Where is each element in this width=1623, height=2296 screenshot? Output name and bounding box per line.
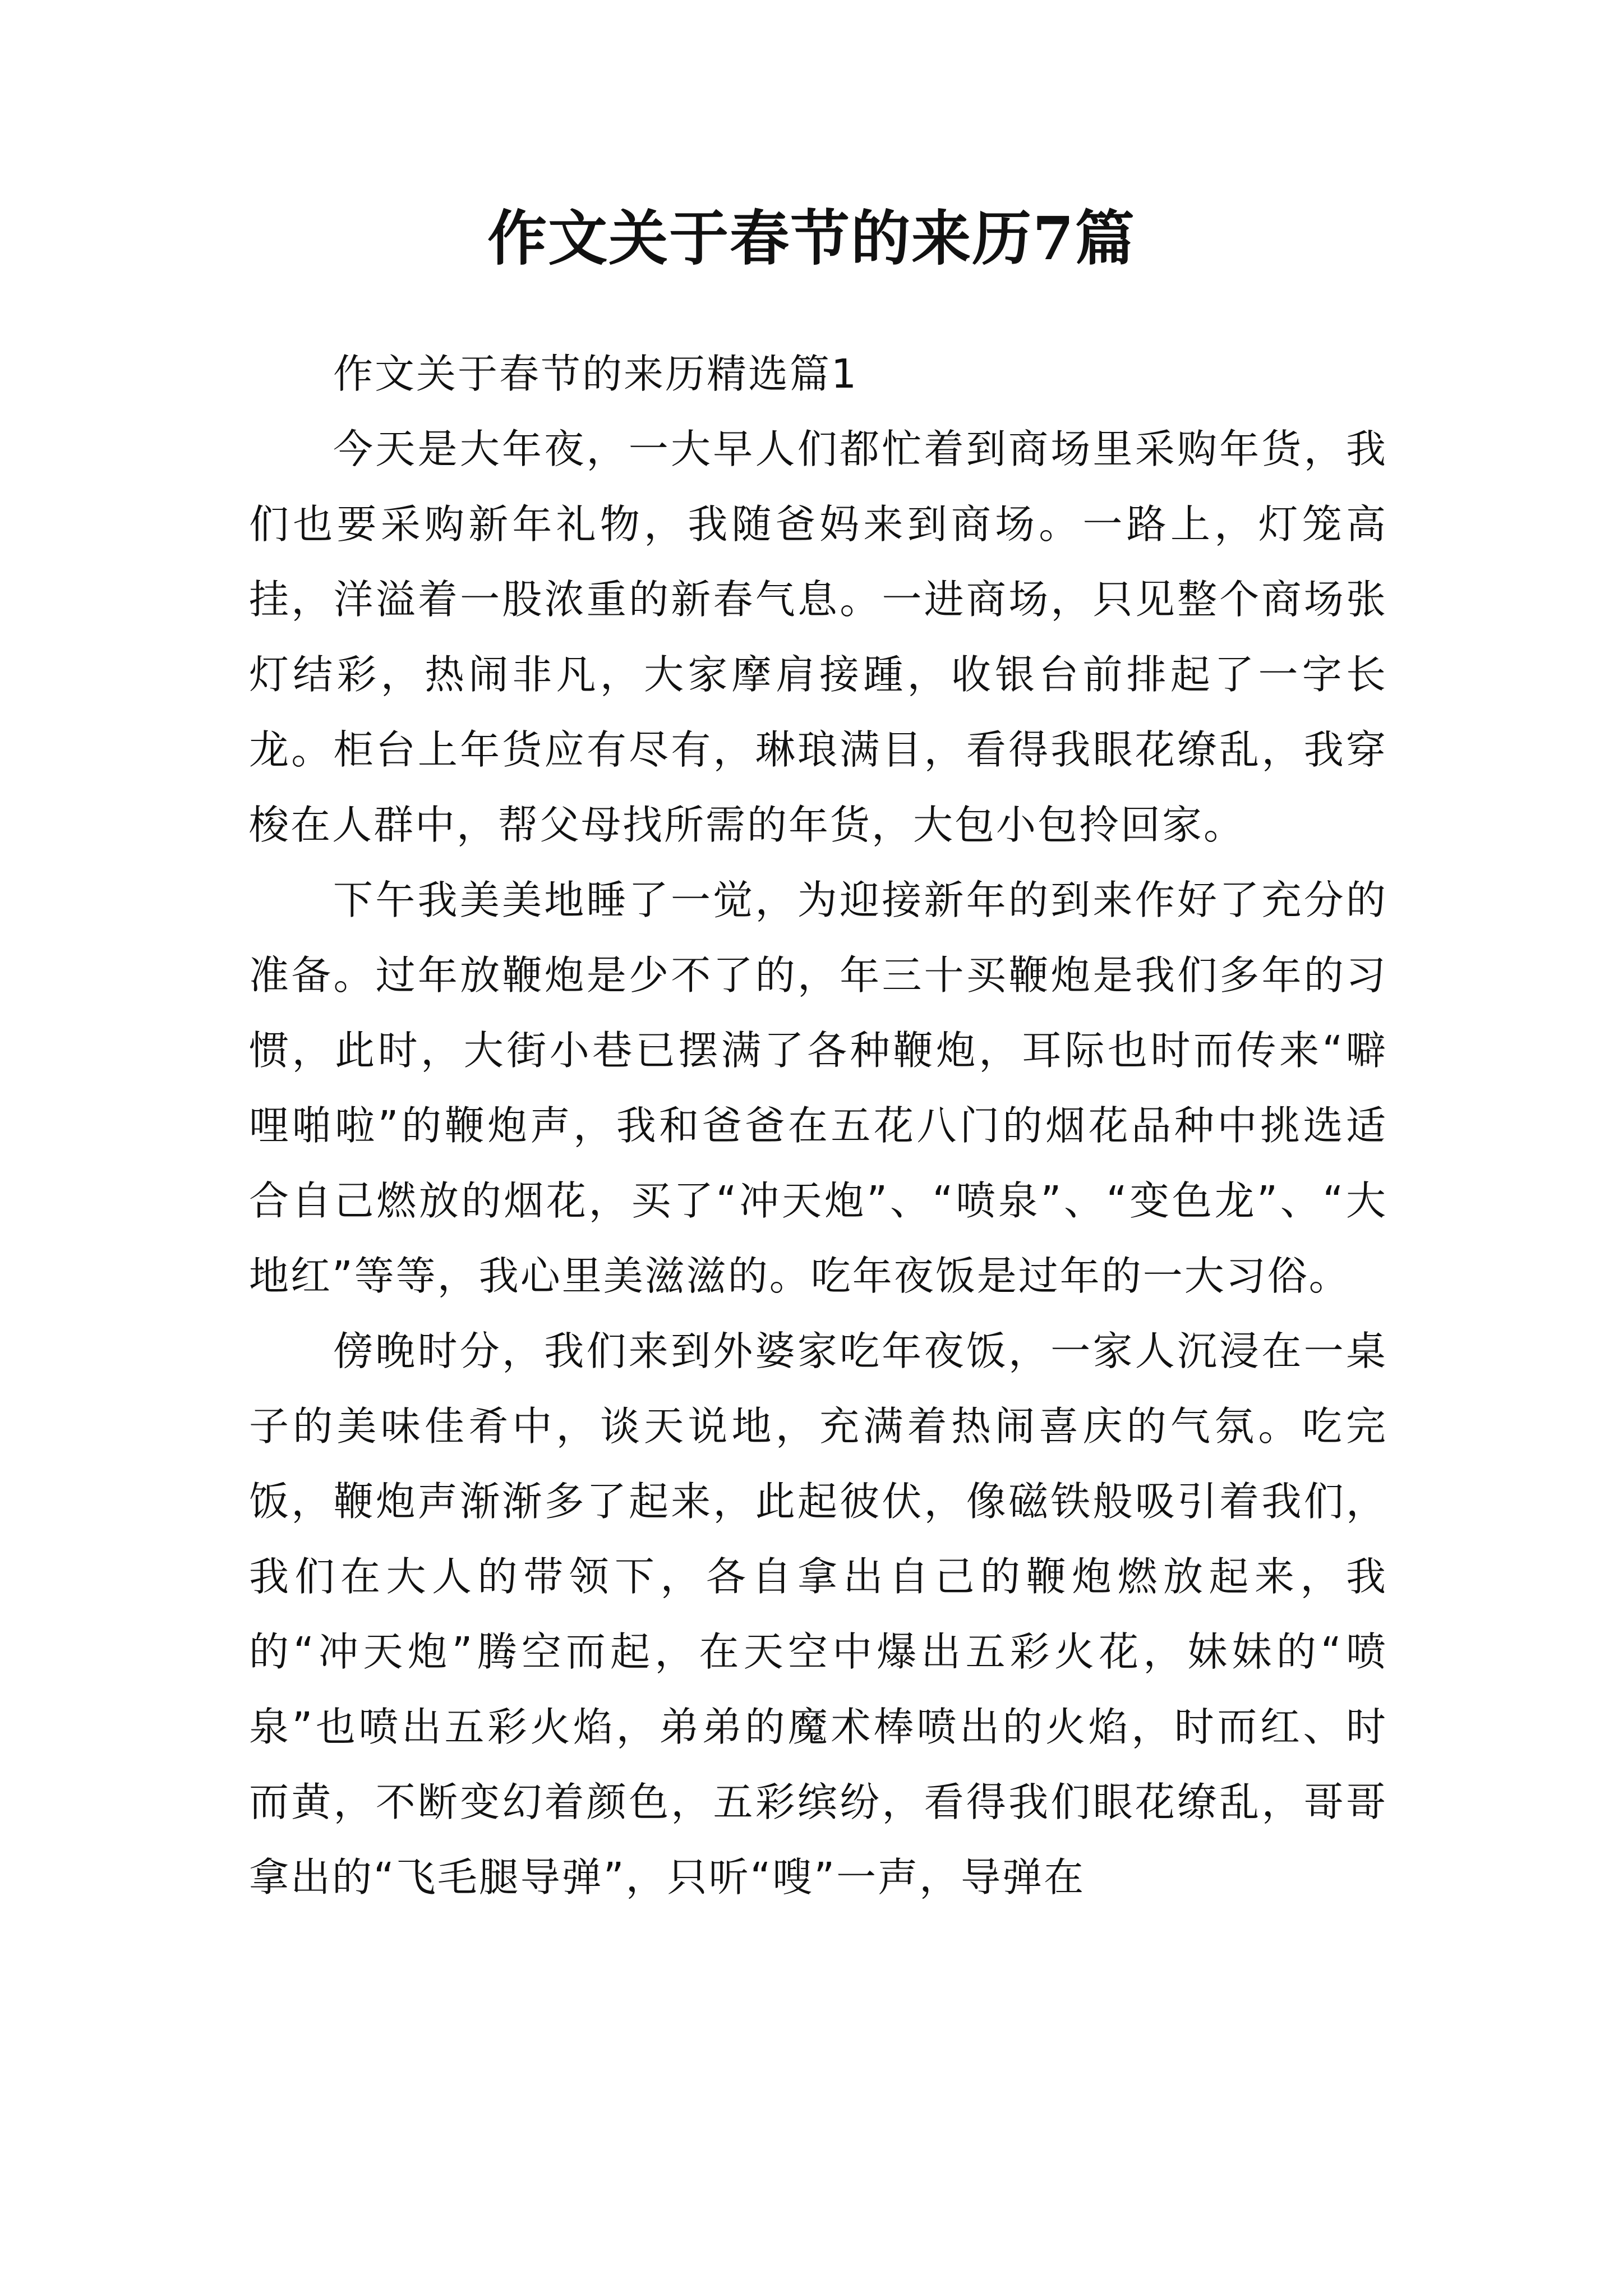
- document-body: [249, 337, 1387, 1915]
- section-heading: 作文关于春节的来历精选篇1: [333, 351, 859, 397]
- document-title: 作文关于春节的来历7篇: [487, 203, 1136, 273]
- paragraph: 傍晚时分，我们来到外婆家吃年夜饭，一家人沉浸在一桌子的美味佳肴中，谈天说地，充满着热闹喜庆的气氛。吃完饭，鞭炮声渐渐多了起来，此起彼伏，像磁铁般吸引着我们，我们在大人的带领下，各自拿出自己的鞭炮燃放起来，我的“冲天炮”腾空而起，在天空中爆出五彩火花，妹妹的“喷泉”也喷出五彩火焰，弟弟的魔术棒喷出的火焰，时而红、时而黄，不断变幻着颜色，五彩缤纷，看得我们眼花缭乱，哥哥拿出的“飞毛腿导弹”，只听“嗖”一声，导弹在: [249, 1328, 1387, 1901]
- paragraph: 下午我美美地睡了一觉，为迎接新年的到来作好了充分的准备。过年放鞭炮是少不了的，年三十买鞭炮是我们多年的习惯，此时，大街小巷已摆满了各种鞭炮，耳际也时而传来“噼哩啪啦”的鞭炮声，我和爸爸在五花八门的烟花品种中挑选适合自己燃放的烟花，买了“冲天炮”、“喷泉”、“变色龙”、“大地红”等等，我心里美滋滋的。吃年夜饭是过年的一大习俗。: [249, 877, 1387, 1299]
- paragraph: 今天是大年夜，一大早人们都忙着到商场里采购年货，我们也要采购新年礼物，我随爸妈来到商场。一路上，灯笼高挂，洋溢着一股浓重的新春气息。一进商场，只见整个商场张灯结彩，热闹非凡，大家摩肩接踵，收银台前排起了一字长龙。柜台上年货应有尽有，琳琅满目，看得我眼花缭乱，我穿梭在人群中，帮父母找所需的年货，大包小包拎回家。: [249, 426, 1387, 848]
